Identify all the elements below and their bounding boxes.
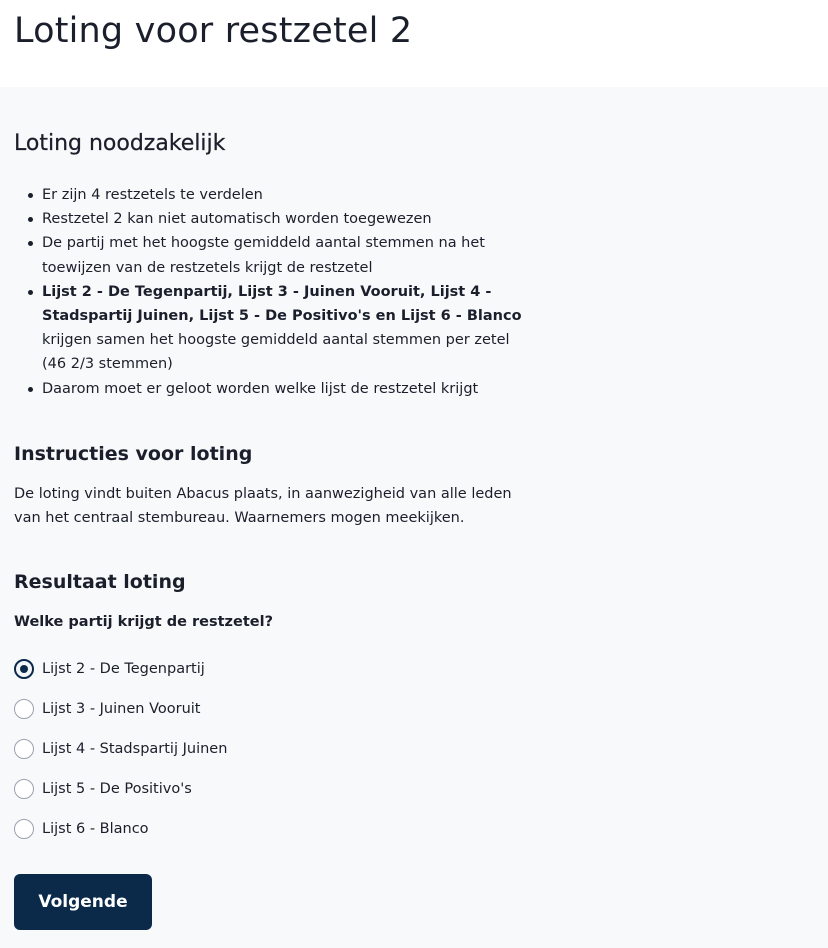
page-title: Loting voor restzetel 2: [14, 11, 413, 51]
radio-option-lijst-5[interactable]: [14, 769, 227, 809]
info-list: [14, 183, 524, 401]
section-title-resultaat: Resultaat loting: [14, 571, 186, 593]
section-title-loting-noodzakelijk: Loting noodzakelijk: [14, 131, 226, 156]
radio-option-lijst-2[interactable]: [14, 649, 227, 689]
radio-label: Lijst 2 - De Tegenpartij: [42, 661, 205, 677]
radio-option-lijst-6[interactable]: [14, 809, 227, 849]
list-item-text: Restzetel 2 kan niet automatisch worden toegewezen: [42, 211, 432, 228]
list-item-text: De partij met het hoogste gemiddeld aantal stemmen na het toewijzen van de restzetels krijgt de restzetel: [42, 235, 485, 276]
radio-label: Lijst 5 - De Positivo's: [42, 781, 192, 797]
radio-label: Lijst 4 - Stadspartij Juinen: [42, 741, 228, 757]
list-item-text: krijgen samen het hoogste gemiddeld aantal stemmen per zetel (46 2/3 stemmen): [42, 332, 510, 373]
list-item: [14, 377, 524, 401]
list-item-parties: Lijst 2 - De Tegenpartij, Lijst 3 - Juinen Vooruit, Lijst 4 - Stadspartij Juinen, Lijst 5 - De Positivo's en Lijst 6 - Blanco: [42, 283, 522, 325]
list-item-text: Daarom moet er geloot worden welke lijst de restzetel krijgt: [42, 380, 479, 397]
next-button[interactable]: Volgende: [14, 874, 152, 930]
page-header: [0, 0, 828, 87]
radio-button[interactable]: [14, 739, 34, 759]
radio-option-lijst-4[interactable]: [14, 729, 227, 769]
radio-button[interactable]: [14, 659, 34, 679]
radio-button[interactable]: [14, 699, 34, 719]
list-item: [14, 231, 524, 279]
list-item: [14, 280, 524, 377]
instructions-text: De loting vindt buiten Abacus plaats, in aanwezigheid van alle leden van het centraal stembureau. Waarnemers mogen meekijken.: [14, 486, 512, 527]
radio-button[interactable]: [14, 779, 34, 799]
section-title-instructies: Instructies voor loting: [14, 443, 253, 465]
radio-label: Lijst 6 - Blanco: [42, 821, 149, 837]
list-item: [14, 183, 524, 207]
list-item: [14, 207, 524, 231]
radio-option-lijst-3[interactable]: [14, 689, 227, 729]
main-content: [0, 87, 828, 948]
radio-label: Lijst 3 - Juinen Vooruit: [42, 701, 201, 717]
question-label: Welke partij krijgt de restzetel?: [14, 614, 273, 630]
list-item-text: Er zijn 4 restzetels te verdelen: [42, 187, 263, 203]
radio-button[interactable]: [14, 819, 34, 839]
radio-group: [14, 649, 227, 849]
